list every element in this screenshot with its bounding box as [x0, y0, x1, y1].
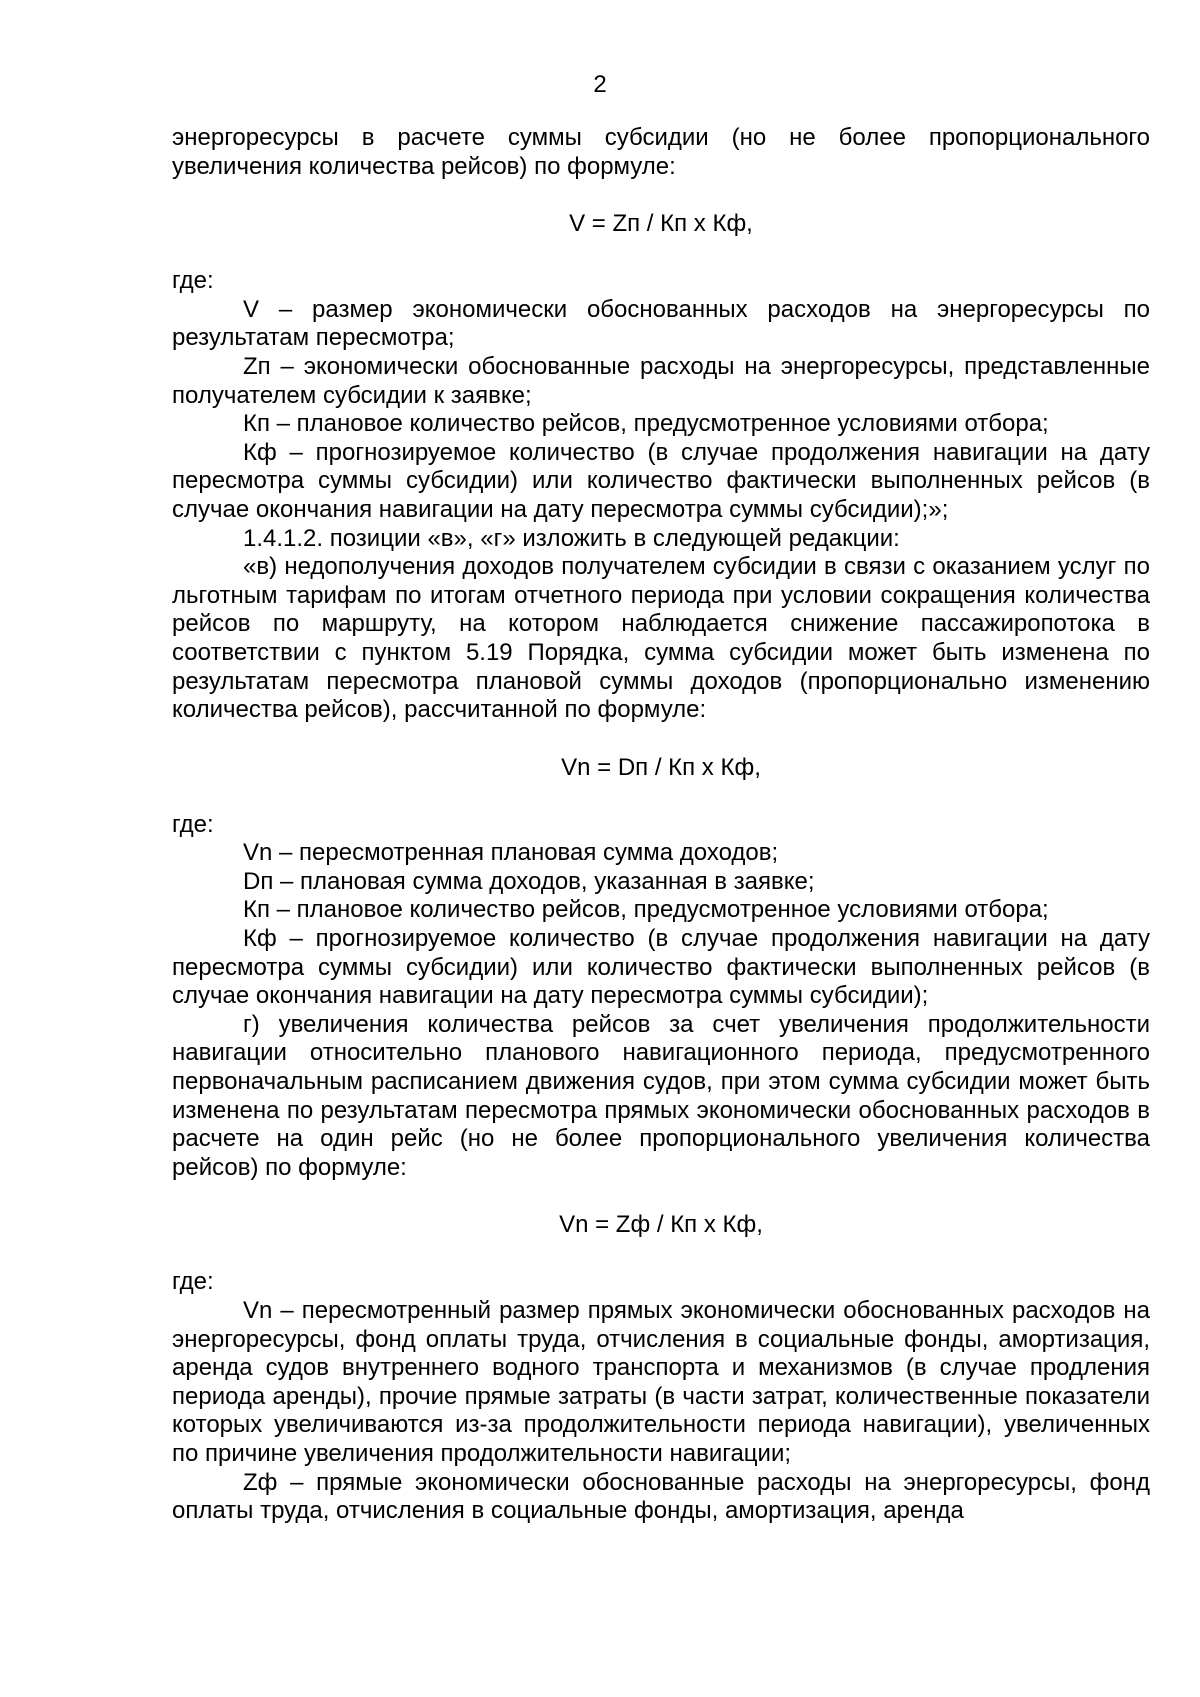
formula: V = Zп / Кп х Кф,: [569, 210, 753, 238]
paragraph: Dп – плановая сумма доходов, указанная в заявке;: [243, 867, 815, 895]
paragraph: Кп – плановое количество рейсов, предусмотренное условиями отбора;: [243, 410, 1049, 438]
paragraph: Zп – экономически обоснованные расходы на энергоресурсы, представленные получателем субсидии к заявке;: [172, 352, 1150, 409]
paragraph: Vn – пересмотренная плановая сумма доходов;: [243, 839, 779, 867]
where-label: где:: [172, 810, 214, 838]
paragraph: V – размер экономически обоснованных расходов на энергоресурсы по результатам пересмотра;: [172, 295, 1150, 352]
page-number: 2: [593, 71, 607, 98]
paragraph: Zф – прямые экономически обоснованные расходы на энергоресурсы, фонд оплаты труда, отчисления в социальные фонды, амортизация, аренда: [172, 1468, 1150, 1525]
paragraph: Кф – прогнозируемое количество (в случае продолжения навигации на дату пересмотра суммы субсидии) или количество фактически выполненных рейсов (в случае окончания навигации на дату пересмотра суммы субсидии);»;: [172, 438, 1150, 523]
where-label: где:: [172, 267, 214, 295]
paragraph: г) увеличения количества рейсов за счет увеличения продолжительности навигации относительно планового навигационного периода, предусмотренного первоначальным расписанием движения судов, при этом сумма субсидии может быть изменена по результатам пересмотра прямых экономически обоснованных расходов в расчете на один рейс (но не более пропорционального увеличения количества рейсов) по формуле:: [172, 1010, 1150, 1181]
paragraph: «в) недополучения доходов получателем субсидии в связи с оказанием услуг по льготным тарифам по итогам отчетного периода при условии сокращения количества рейсов по маршруту, на котором наблюдается снижение пассажиропотока в соответствии с пунктом 5.19 Порядка, сумма субсидии может быть изменена по результатам пересмотра плановой суммы доходов (пропорционально изменению количества рейсов), рассчитанной по формуле:: [172, 553, 1150, 724]
paragraph: энергоресурсы в расчете суммы субсидии (но не более пропорционального увеличения количества рейсов) по формуле:: [172, 124, 1150, 180]
paragraph: Vn – пересмотренный размер прямых экономически обоснованных расходов на энергоресурсы, фонд оплаты труда, отчисления в социальные фонды, амортизация, аренда судов внутреннего водного транспорта и механизмов (в случае продления периода аренды), прочие прямые затраты (в части затрат, количественные показатели которых увеличиваются из-за продолжительности периода навигации), увеличенных по причине увеличения продолжительности навигации;: [172, 1297, 1150, 1467]
formula: Vn = Zф / Кп х Кф,: [559, 1211, 763, 1239]
document-body: [172, 124, 1150, 1526]
paragraph: 1.4.1.2. позиции «в», «г» изложить в следующей редакции:: [243, 524, 900, 552]
where-label: где:: [172, 1268, 214, 1296]
formula: Vn = Dп / Кп х Кф,: [561, 753, 761, 781]
paragraph: Кф – прогнозируемое количество (в случае продолжения навигации на дату пересмотра суммы субсидии) или количество фактически выполненных рейсов (в случае окончания навигации на дату пересмотра суммы субсидии);: [172, 925, 1150, 1010]
paragraph: Кп – плановое количество рейсов, предусмотренное условиями отбора;: [243, 896, 1049, 924]
